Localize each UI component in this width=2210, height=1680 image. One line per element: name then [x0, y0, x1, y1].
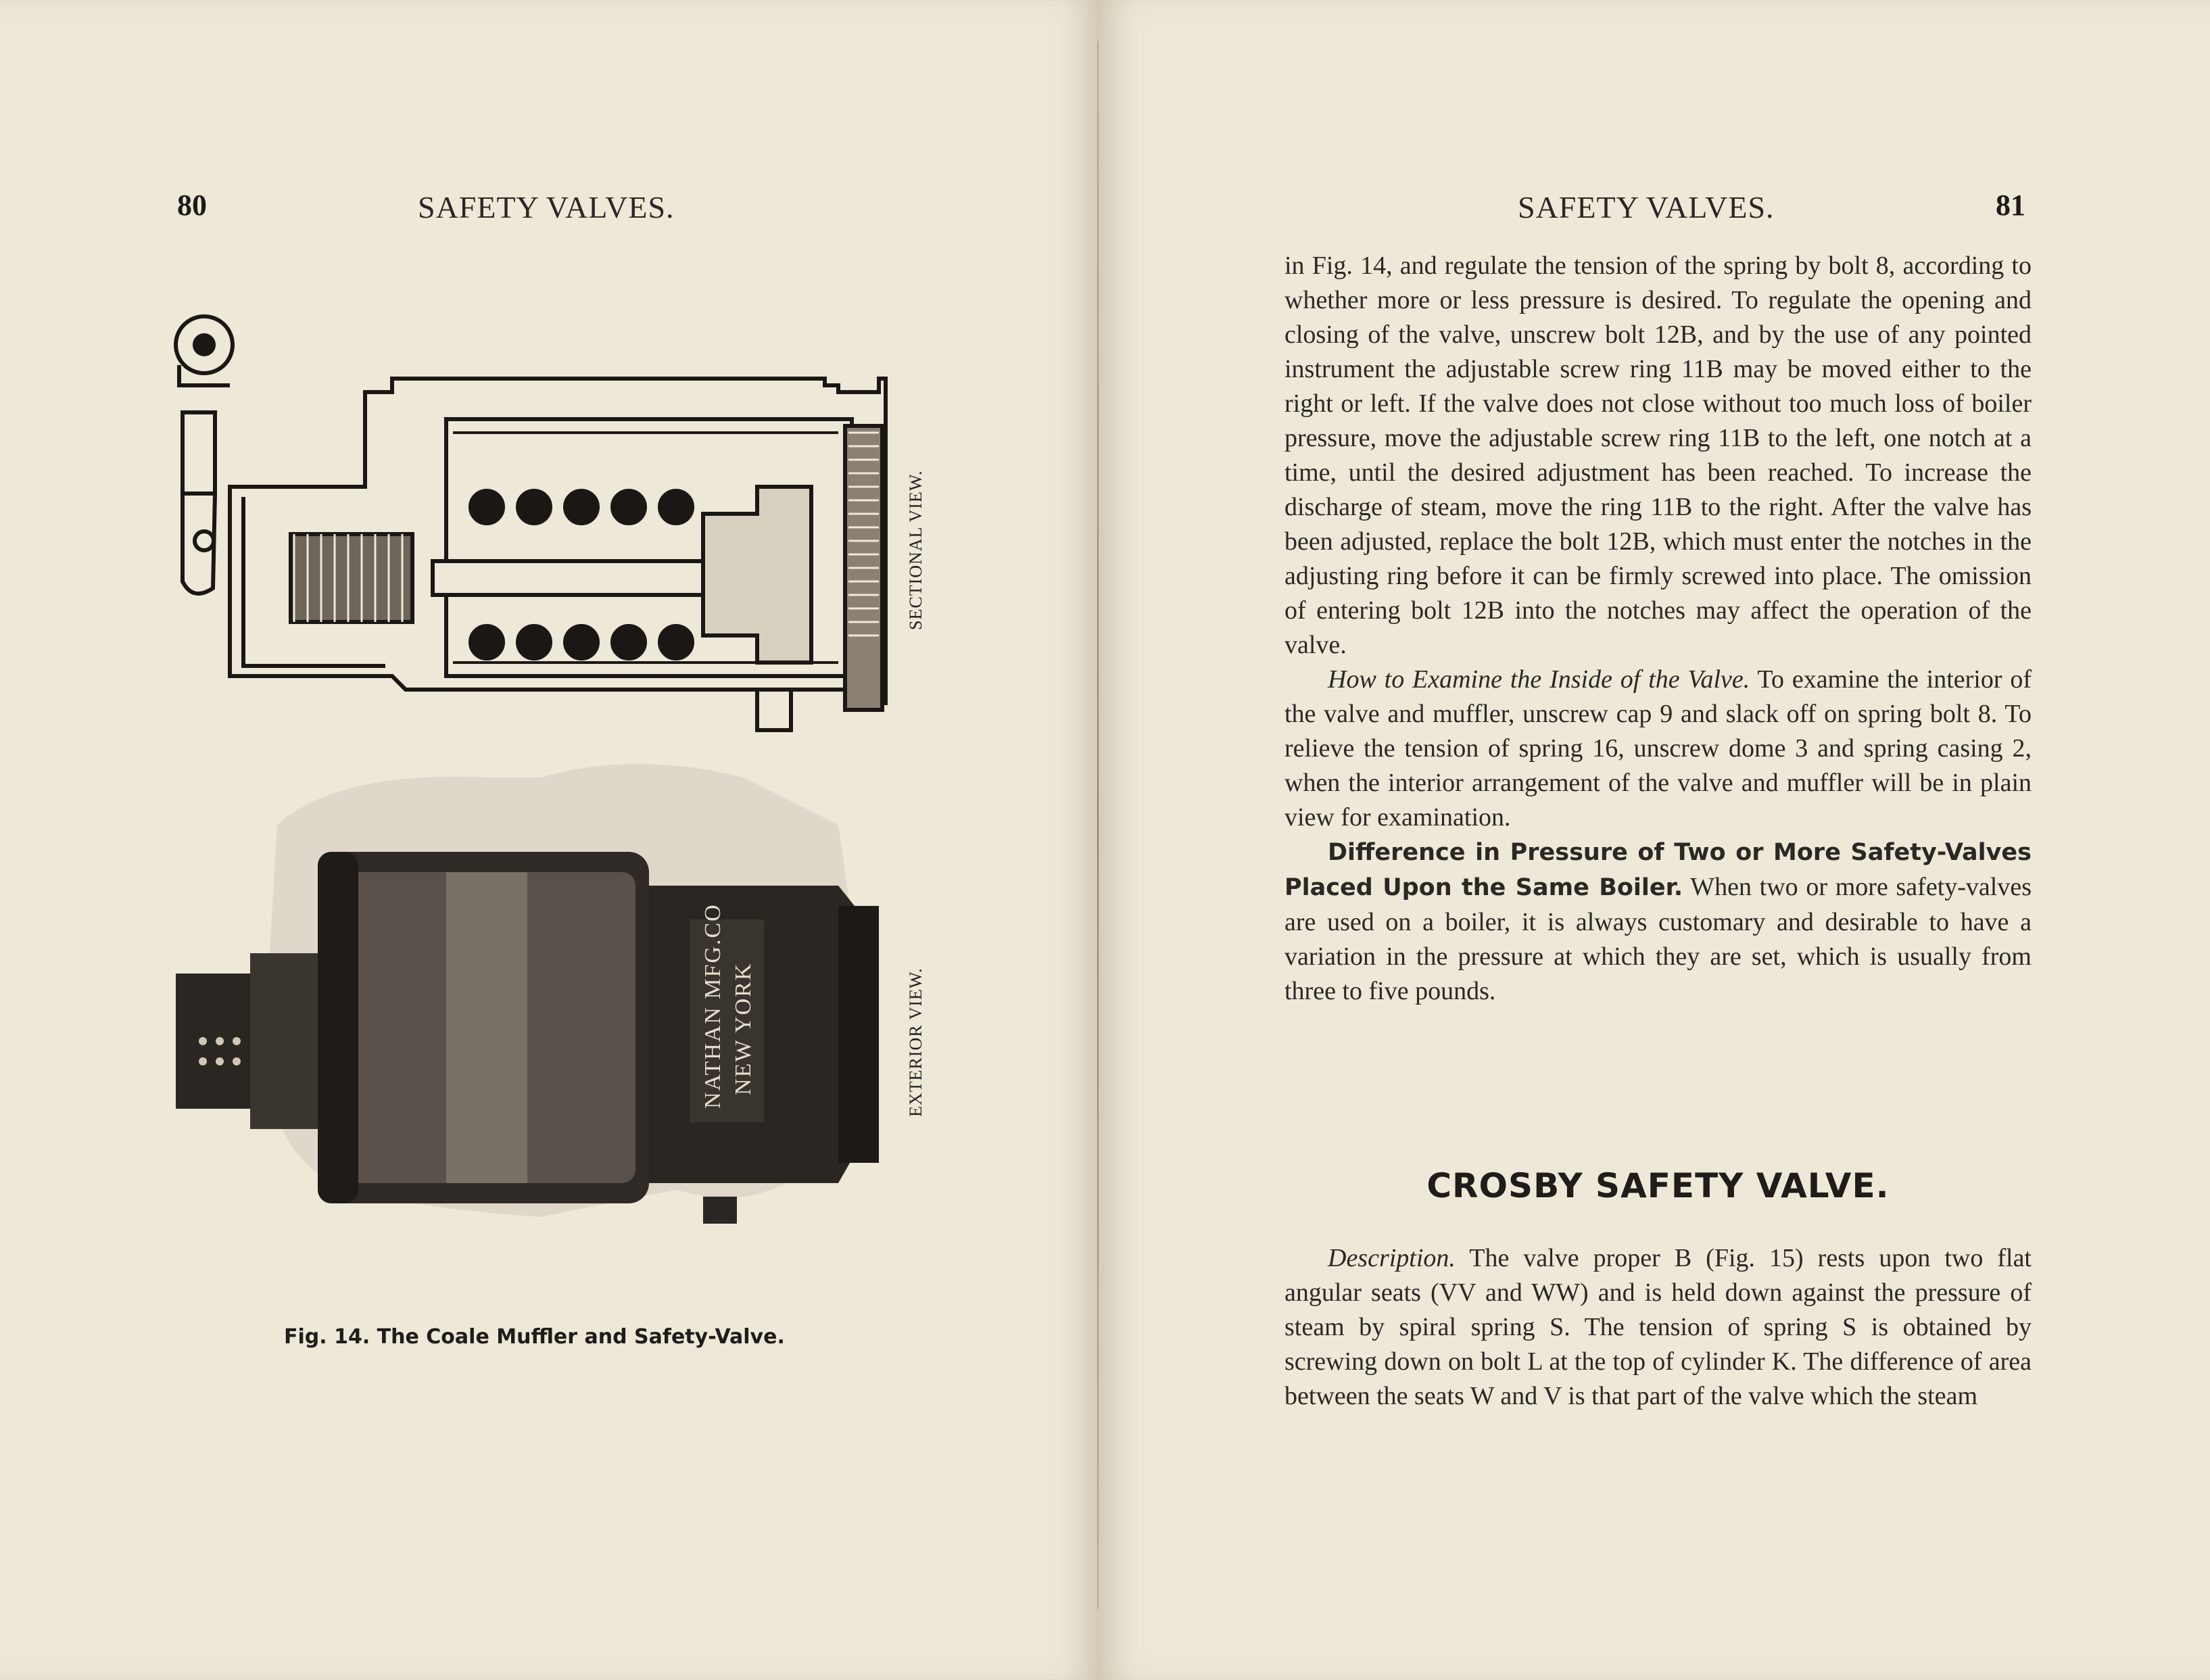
exterior-view-drawing	[176, 764, 879, 1224]
hex-flange	[838, 906, 879, 1163]
paragraph-description	[1284, 1241, 2032, 1414]
lever-pivot	[195, 531, 214, 550]
nameplate-line1: NATHAN MFG.CO	[700, 903, 725, 1109]
running-head-left: SAFETY VALVES.	[418, 190, 675, 224]
nameplate-line2: NEW YORK	[731, 962, 756, 1095]
lever-eye-center	[195, 335, 214, 354]
figure-caption: Fig. 14. The Coale Muffler and Safety-Valve.	[284, 1325, 785, 1349]
sectional-view-drawing	[176, 316, 886, 730]
paragraph-examine	[1284, 663, 2032, 835]
drain-plug	[757, 690, 791, 730]
muffler-sheen	[446, 872, 527, 1183]
hex-nut	[250, 953, 325, 1129]
valve-figure	[162, 311, 940, 1271]
section-heading: CROSBY SAFETY VALVE.	[1426, 1166, 1890, 1205]
muffler-mesh-end	[318, 852, 358, 1203]
paragraph-difference	[1284, 835, 2032, 1009]
valve-head	[703, 487, 811, 663]
body-text-lower	[1284, 1241, 2032, 1414]
running-head-right: SAFETY VALVES.	[1518, 190, 1775, 224]
paragraph-description-body: The valve proper B (Fig. 15) rests upon two flat angular seats (VV and WW) and is held down against the pressure of steam by spiral spring S. The tension of spring S is obtained by screwing down on bolt L at the top of cylinder K. The difference of area between the seats W and V is that part of the valve which the steam	[1284, 1244, 2032, 1410]
page-number-left: 80	[177, 189, 207, 222]
exterior-view-label: EXTERIOR VIEW.	[906, 967, 926, 1117]
threaded-bolt	[291, 534, 412, 622]
paragraph-examine-title: How to Examine the Inside of the Valve.	[1328, 665, 1750, 694]
paragraph-difference-title: Difference in Pressure of Two or More Safety-Valves Placed Upon the Same Boiler.	[1284, 839, 2032, 901]
sectional-view-label: SECTIONAL VIEW.	[906, 470, 926, 630]
paragraph-examine-body: To examine the interior of the valve and muffler, unscrew cap 9 and slack off on spring bolt 8. To relieve the tension of spring 16, unscrew dome 3 and spring casing 2, when the interior arrangement of the valve and muffler will be in plain view for examination.	[1284, 665, 2032, 832]
valve-spindle	[433, 561, 703, 595]
bottom-plug	[703, 1197, 737, 1224]
paragraph-difference-body: When two or more safety-valves are used on a boiler, it is always customary and desirable to have a variation in the pressure at which they are set, which is usually from three to five pounds.	[1284, 873, 2032, 1005]
lever-arm	[183, 412, 215, 494]
body-text-upper	[1284, 249, 2032, 1009]
lever-handle	[183, 494, 215, 594]
page-number-right: 81	[1996, 189, 2025, 222]
paragraph-continuation: in Fig. 14, and regulate the tension of the spring by bolt 8, according to whether more or less pressure is desired. To regulate the opening and closing of the valve, unscrew bolt 12B, and by the use of any pointed instrument the adjustable screw ring 11B may be moved either to the right or left. If the valve does not close without too much loss of boiler pressure, move the adjustable screw ring 11B to the left, one notch at a time, until the desired adjustment has been reached. To increase the discharge of steam, move the ring 11B to the right. After the valve has been adjusted, replace the bolt 12B, which must enter the notches in the adjusting ring before it can be firmly screwed into place. The omission of entering bolt 12B into the notches may affect the operation of the valve.	[1284, 251, 2032, 659]
paragraph-description-title: Description.	[1328, 1244, 1456, 1272]
left-page	[0, 0, 1099, 1680]
